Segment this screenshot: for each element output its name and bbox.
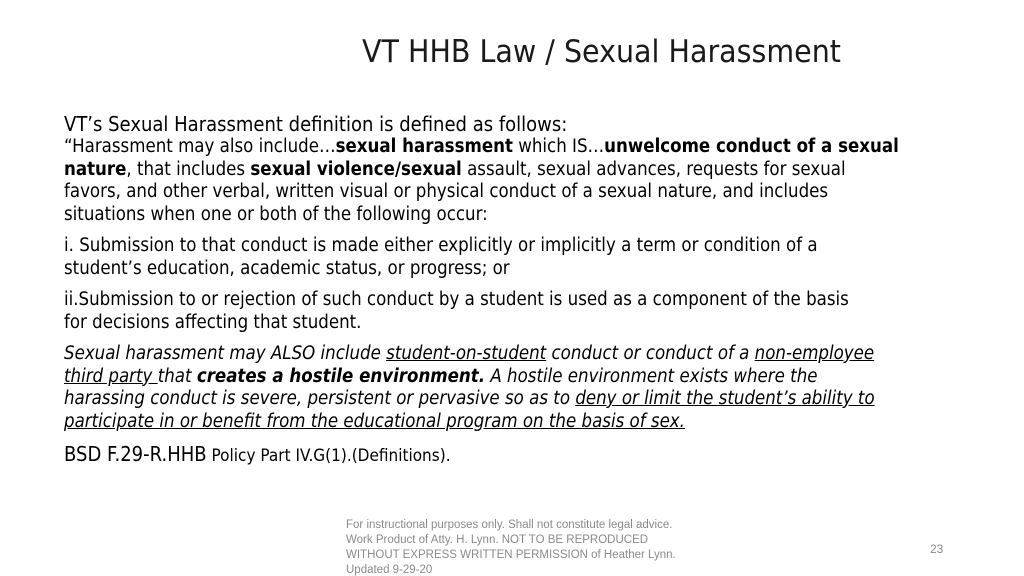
policy-description: Policy Part IV.G(1).(Definitions). [206,446,451,466]
quote-bold-text: sexual harassment [335,136,513,157]
quote-bold-text: unwelcome conduct of a sexual [604,136,899,157]
quote-text: situations when one or both of the following occur: [64,203,488,225]
condition-item-ii [64,289,1024,334]
quoted-definition [64,136,1024,226]
hostile-environment-paragraph [64,343,1024,433]
condition-item-i [64,235,1024,280]
underlined-text: non-employee [754,343,875,364]
condition-text: for decisions affecting that student. [64,311,362,333]
quote-text: assault, sexual advances, requests for sexual [461,158,846,180]
underlined-text: deny or limit the student’s ability to [575,388,875,409]
policy-code: BSD F.29-R.HHB [64,442,207,466]
bold-text: creates a hostile environment. [196,365,486,387]
condition-text: ii.Submission to or rejection of such conduct by a student is used as a component of the basis [64,289,849,310]
paragraph-text: A hostile environment exists where the [485,365,818,387]
paragraph-text: that [157,365,197,387]
paragraph-text: harassing conduct is severe, persistent or pervasive so as to [64,388,576,409]
quote-text: “Harassment may also include… [64,136,336,157]
paragraph-text: Sexual harassment may ALSO include [64,343,387,364]
paragraph-text: conduct or conduct of a [546,343,755,364]
slide-body [64,112,1024,468]
underlined-text: student-on-student [386,343,547,364]
condition-text: i. Submission to that conduct is made either explicitly or implicitly a term or condition of a [64,235,818,256]
page-number: 23 [930,542,944,556]
quote-text: favors, and other verbal, written visual or physical conduct of a sexual nature, and includes [64,181,829,202]
policy-reference [64,442,973,468]
footer-disclaimer: For instructional purposes only. Shall not constitute legal advice. Work Product of Atty. H. Lynn. NOT TO BE REPRODUCED WITHOUT EXPRESS WRITTEN PERMISSION of Heather Lynn. Updated 9-29-20 [346,519,676,576]
quote-text: which IS… [512,136,605,157]
underlined-text: participate in or benefit from the educational program on the basis of sex. [64,410,685,432]
quote-bold-text: sexual violence/sexual [250,158,462,180]
quote-bold-text: nature [64,158,127,180]
intro-text: VT’s Sexual Harassment definition is defined as follows: [64,112,568,136]
slide-title: VT HHB Law / Sexual Harassment [362,34,841,70]
condition-text: student’s education, academic status, or progress; or [64,257,510,279]
quote-text: , that includes [126,158,251,180]
underlined-text: third party [64,365,158,387]
